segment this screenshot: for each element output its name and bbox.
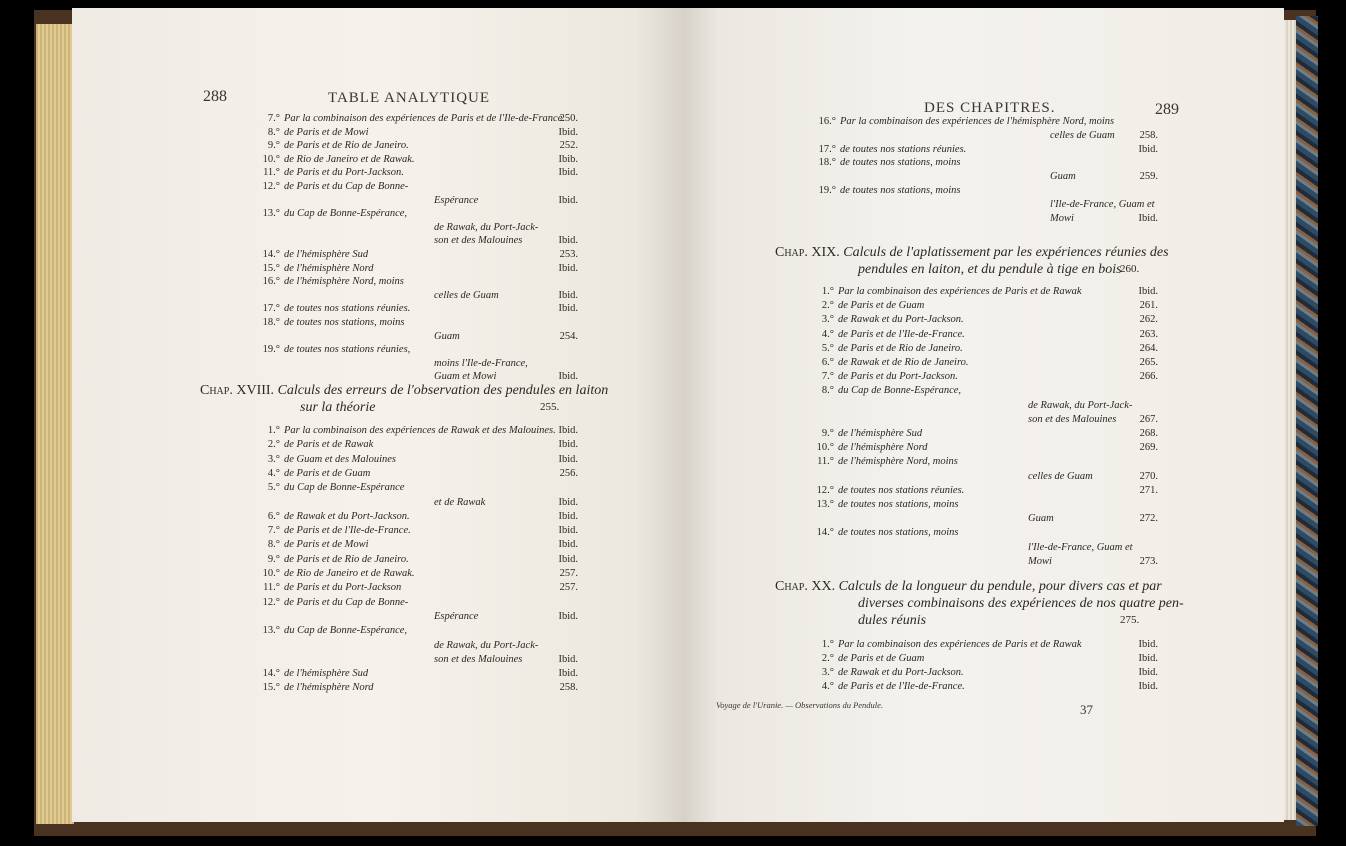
entry-page-ref: 266. (1139, 371, 1158, 383)
toc-entry (256, 639, 538, 652)
entry-text: de toutes nos stations réunies. (840, 143, 967, 155)
entry-text: Par la combinaison des expériences de Paris et de l'Ile-de-France. (284, 113, 565, 124)
entry-page-ref: Ibid. (558, 553, 578, 565)
entry-text: l'Ile-de-France, Guam et (1050, 198, 1155, 210)
entry-text: Guam (434, 330, 460, 342)
chapter-title-line (858, 595, 1184, 612)
chapter-title-line (300, 399, 375, 416)
entry-text: moins l'Ile-de-France, (434, 357, 528, 369)
entry-page-ref: 258. (1139, 129, 1158, 141)
toc-entry (256, 343, 410, 356)
entry-number: 3.° (821, 667, 834, 678)
chapter-title-line (200, 382, 608, 399)
entry-page-ref: Ibid. (558, 235, 578, 247)
chapter-label: Chap. XX. (775, 579, 839, 594)
entry-page-ref: 257. (559, 582, 578, 594)
entry-text: Guam (1028, 513, 1054, 525)
entry-text: Par la combinaison des expériences de l'hémisphère Nord, moins (840, 116, 1115, 127)
entry-number: 12.° (262, 596, 280, 608)
entry-text: son et des Malouines (434, 653, 523, 665)
toc-entry (256, 567, 578, 580)
toc-entry (810, 299, 1158, 312)
entry-page-ref: 264. (1139, 342, 1158, 354)
entry-page-ref: Ibid. (558, 510, 578, 522)
entry-text: de Paris et du Cap de Bonne- (284, 181, 409, 192)
toc-entry (812, 156, 960, 169)
entry-text: Par la combinaison des expériences de Rawak et des Malouines. (284, 425, 556, 436)
entry-text: de l'hémisphère Nord, moins (838, 456, 958, 468)
entry-text: de toutes nos stations, moins (838, 499, 959, 510)
toc-entry (810, 470, 1158, 483)
entry-text: Guam (1050, 171, 1076, 183)
toc-entry (256, 248, 578, 261)
entry-text: Par la combinaison des expériences de Paris et de Rawak (838, 639, 1082, 650)
toc-entry (256, 681, 578, 694)
entry-number: 14.° (262, 668, 280, 680)
toc-entry (810, 427, 1158, 440)
entry-text: de Rawak, du Port-Jack- (1028, 399, 1133, 411)
entry-number: 2.° (821, 653, 834, 664)
chapter-page-ref: 275. (1120, 614, 1140, 626)
entry-number: 6.° (267, 510, 280, 522)
chapter-title-line (858, 612, 926, 629)
entry-page-ref: Ibid. (558, 668, 578, 680)
entry-page-ref: Ibid. (558, 653, 578, 665)
entry-number: 13.° (262, 208, 280, 220)
left-running-head: TABLE ANALYTIQUE (328, 90, 491, 106)
entry-text: de toutes nos stations, moins (284, 317, 405, 328)
entry-page-ref: Ibib. (558, 153, 578, 165)
toc-entry (810, 638, 1158, 651)
toc-entry (810, 512, 1158, 525)
entry-number: 11.° (263, 167, 280, 179)
chapter-label: Chap. XVIII. (200, 383, 278, 398)
entry-number: 17.° (818, 143, 836, 155)
entry-text: de Paris et de Rawak (284, 439, 374, 451)
entry-number: 4.° (267, 467, 280, 479)
entry-text: de Rawak, du Port-Jack- (434, 639, 539, 651)
entry-number: 10.° (262, 153, 280, 165)
entry-text: de Paris et de l'Ile-de-France. (284, 525, 411, 537)
toc-entry (256, 153, 578, 166)
chapter-page-ref: 255. (540, 401, 560, 413)
entry-number: 15.° (262, 262, 280, 274)
entry-number: 9.° (267, 553, 280, 565)
toc-entry (256, 357, 528, 370)
toc-entry (256, 653, 578, 666)
entry-text: de toutes nos stations réunies. (284, 303, 411, 315)
entry-number: 10.° (816, 442, 834, 454)
toc-entry (256, 180, 408, 193)
entry-page-ref: Ibid. (558, 610, 578, 622)
entry-text: de l'hémisphère Sud (284, 249, 369, 260)
entry-number: 18.° (262, 317, 280, 328)
entry-text: de Rawak et du Port-Jackson. (838, 314, 964, 326)
entry-text: de Paris et de Guam (838, 653, 925, 664)
entry-text: l'Ile-de-France, Guam et (1028, 541, 1133, 553)
entry-text: de toutes nos stations, moins (838, 527, 959, 539)
entry-text: de Paris et de Rio de Janeiro. (284, 140, 409, 152)
entry-page-ref: 263. (1139, 328, 1158, 340)
toc-entry (256, 596, 408, 609)
toc-entry (256, 424, 578, 437)
entry-text: de Guam et des Malouines (284, 453, 396, 465)
entry-number: 18.° (818, 157, 836, 169)
toc-entry (256, 624, 407, 637)
entry-number: 7.° (267, 113, 280, 124)
entry-number: 14.° (262, 249, 280, 260)
toc-entry (256, 438, 578, 451)
entry-number: 1.° (821, 639, 834, 650)
marbled-endpaper (1296, 16, 1318, 826)
toc-entry (256, 207, 407, 220)
toc-entry (812, 170, 1158, 183)
entry-page-ref: 252. (559, 140, 578, 152)
entry-text: du Cap de Bonne-Espérance, (838, 385, 962, 397)
toc-entry (810, 484, 1158, 497)
entry-text: de Paris et du Cap de Bonne- (284, 596, 409, 608)
entry-text: de Rawak et du Port-Jackson. (284, 510, 410, 522)
chapter-title-text: Calculs de l'aplatissement par les expériences réunies des (843, 245, 1169, 260)
toc-entry (812, 198, 1155, 211)
toc-entry (812, 184, 960, 197)
toc-entry (812, 129, 1158, 142)
footer-note: Voyage de l'Uranie. — Observations du Pendule. (716, 700, 884, 710)
entry-number: 13.° (262, 625, 280, 637)
entry-text: de Paris et de l'Ile-de-France. (838, 328, 965, 340)
entry-number: 7.° (267, 525, 280, 537)
toc-entry (256, 538, 578, 551)
entry-page-ref: 272. (1139, 513, 1158, 525)
toc-entry (812, 212, 1158, 225)
entry-number: 14.° (816, 527, 834, 539)
toc-entry (256, 524, 578, 537)
chapter-title-text: dules réunis (858, 613, 927, 628)
entry-number: 17.° (262, 303, 280, 315)
chapter-title-line (775, 578, 1162, 595)
entry-page-ref: 258. (559, 682, 578, 694)
entry-number: 9.° (821, 428, 834, 439)
entry-number: 2.° (821, 300, 834, 312)
entry-page-ref: 250. (559, 113, 578, 124)
entry-number: 8.° (821, 385, 834, 397)
entry-text: son et des Malouines (1028, 413, 1117, 425)
toc-entry (256, 510, 578, 523)
right-running-head: DES CHAPITRES. (924, 100, 1056, 116)
entry-text: du Cap de Bonne-Espérance, (284, 208, 408, 220)
toc-entry (256, 581, 578, 594)
entry-number: 3.° (267, 453, 280, 465)
toc-entry (256, 553, 578, 566)
entry-number: 4.° (821, 328, 834, 340)
entry-page-ref: Ibid. (558, 439, 578, 451)
entry-page-ref: 273. (1139, 555, 1158, 567)
entry-number: 10.° (262, 568, 280, 579)
entry-text: Espérance (434, 194, 479, 206)
entry-page-ref: 268. (1139, 428, 1158, 439)
right-page-number: 289 (1155, 101, 1179, 118)
entry-number: 5.° (267, 482, 280, 494)
toc-entry (256, 302, 578, 315)
entry-text: son et des Malouines (434, 235, 523, 247)
entry-text: Mowi (1050, 212, 1074, 224)
entry-text: de Paris et de Guam (838, 300, 925, 312)
entry-text: de Paris et de Mowi (284, 126, 369, 138)
entry-page-ref: Ibid. (558, 539, 578, 551)
toc-entry (256, 481, 404, 494)
entry-text: de Paris et du Port-Jackson. (838, 371, 958, 383)
entry-text: Espérance (434, 610, 479, 622)
entry-page-ref: 267. (1139, 413, 1158, 425)
entry-page-ref: Ibid. (558, 525, 578, 537)
toc-entry (256, 667, 578, 680)
toc-entry (810, 455, 958, 468)
toc-entry (810, 526, 958, 539)
entry-text: de l'hémisphère Sud (838, 428, 923, 439)
toc-entry (256, 610, 578, 623)
toc-entry (810, 342, 1158, 355)
entry-text: du Cap de Bonne-Espérance (284, 482, 405, 494)
entry-number: 16.° (818, 116, 836, 127)
entry-number: 15.° (262, 682, 280, 694)
entry-page-ref: Ibid. (558, 303, 578, 315)
toc-entry (256, 194, 578, 207)
entry-number: 2.° (267, 439, 280, 451)
entry-page-ref: Ibid. (558, 371, 578, 383)
chapter-page-ref: 260. (1120, 263, 1140, 275)
entry-number: 9.° (267, 140, 280, 152)
toc-entry (810, 498, 958, 511)
toc-entry (256, 316, 404, 329)
chapter-title-line (858, 261, 1122, 278)
entry-page-ref: Ibid. (1138, 667, 1158, 678)
entry-page-ref: Ibid. (558, 126, 578, 138)
entry-number: 4.° (821, 681, 834, 692)
entry-page-ref: Ibid. (1138, 639, 1158, 650)
toc-entry (810, 652, 1158, 665)
entry-number: 1.° (267, 425, 280, 436)
entry-text: Mowi (1028, 555, 1052, 567)
entry-number: 16.° (262, 276, 280, 288)
chapter-title-text: Calculs de la longueur du pendule, pour divers cas et par (838, 579, 1162, 594)
entry-text: du Cap de Bonne-Espérance, (284, 625, 408, 637)
toc-entry (256, 112, 578, 125)
entry-number: 12.° (816, 484, 834, 496)
toc-entry (810, 370, 1158, 383)
entry-page-ref: 253. (559, 249, 578, 260)
chapter-title-line (775, 244, 1169, 261)
entry-page-ref: 261. (1139, 300, 1158, 312)
entry-text: de Paris et du Port-Jackson (284, 582, 402, 594)
entry-number: 13.° (816, 499, 834, 510)
toc-entry (810, 680, 1158, 693)
entry-page-ref: Ibid. (558, 167, 578, 179)
chapter-title-text: Calculs des erreurs de l'observation des pendules en laiton (277, 383, 609, 398)
entry-page-ref: Ibid. (558, 453, 578, 465)
entry-text: de toutes nos stations, moins (840, 185, 961, 196)
entry-text: de l'hémisphère Sud (284, 668, 369, 680)
toc-entry (810, 555, 1158, 568)
entry-number: 3.° (821, 314, 834, 326)
entry-number: 5.° (821, 342, 834, 354)
entry-text: de l'hémisphère Nord (284, 262, 374, 274)
entry-page-ref: Ibid. (558, 194, 578, 206)
entry-text: de toutes nos stations, moins (840, 157, 961, 169)
entry-text: de Rawak et du Port-Jackson. (838, 667, 964, 678)
entry-text: de toutes nos stations réunies. (838, 484, 965, 496)
toc-entry (256, 467, 578, 480)
entry-page-ref: Ibid. (558, 425, 578, 436)
entry-text: de Rawak et de Rio de Janeiro. (838, 357, 969, 368)
toc-entry (810, 413, 1158, 426)
entry-page-ref: Ibid. (1138, 286, 1158, 297)
toc-entry (810, 356, 1158, 369)
entry-text: de Rio de Janeiro et de Rawak. (284, 568, 415, 579)
entry-text: de Paris et de Rio de Janeiro. (284, 553, 409, 565)
chapter-title-text: pendules en laiton, et du pendule à tige en bois (858, 262, 1122, 277)
chapter-title-text: sur la théorie (300, 400, 376, 415)
entry-number: 19.° (262, 344, 280, 356)
toc-entry (810, 384, 961, 397)
toc-entry (256, 221, 538, 234)
entry-page-ref: Ibid. (1138, 212, 1158, 224)
toc-entry (256, 289, 578, 302)
entry-number: 11.° (263, 582, 280, 594)
entry-page-ref: Ibid. (1138, 143, 1158, 155)
entry-text: de Paris et de l'Ile-de-France. (838, 681, 965, 692)
entry-page-ref: 257. (559, 568, 578, 579)
toc-entry (256, 262, 578, 275)
entry-text: celles de Guam (1028, 470, 1093, 482)
entry-number: 8.° (267, 539, 280, 551)
entry-page-ref: 259. (1139, 171, 1158, 183)
entry-text: de l'hémisphère Nord (838, 442, 928, 454)
toc-entry (810, 541, 1133, 554)
entry-number: 11.° (817, 456, 834, 468)
entry-text: celles de Guam (1050, 129, 1115, 141)
entry-text: et de Rawak (434, 496, 486, 508)
entry-text: Par la combinaison des expériences de Paris et de Rawak (838, 286, 1082, 297)
entry-page-ref: 269. (1139, 442, 1158, 454)
entry-text: de l'hémisphère Nord, moins (284, 276, 404, 288)
toc-entry (256, 126, 578, 139)
left-page-number: 288 (203, 88, 227, 105)
entry-text: de Paris et de Mowi (284, 539, 369, 551)
entry-page-ref: 270. (1139, 470, 1158, 482)
entry-page-ref: Ibid. (1138, 681, 1158, 692)
entry-page-ref: 256. (559, 467, 578, 479)
toc-entry (256, 496, 578, 509)
entry-text: de Paris et de Guam (284, 467, 371, 479)
toc-entry (256, 139, 578, 152)
entry-page-ref: 265. (1139, 357, 1158, 368)
entry-page-ref: Ibid. (558, 496, 578, 508)
entry-number: 12.° (262, 181, 280, 192)
toc-entry (256, 330, 578, 343)
entry-text: celles de Guam (434, 289, 499, 301)
entry-page-ref: Ibid. (558, 262, 578, 274)
entry-text: Guam et Mowi (434, 371, 497, 383)
toc-entry (256, 234, 578, 247)
toc-entry (812, 115, 1114, 128)
toc-entry (256, 453, 578, 466)
entry-text: de Paris et du Port-Jackson. (284, 167, 404, 179)
toc-entry (810, 666, 1158, 679)
toc-entry (810, 328, 1158, 341)
entry-page-ref: Ibid. (558, 289, 578, 301)
entry-page-ref: 254. (559, 330, 578, 342)
toc-entry (810, 399, 1132, 412)
signature-mark: 37 (1080, 702, 1093, 717)
toc-entry (256, 275, 404, 288)
toc-entry (810, 313, 1158, 326)
entry-page-ref: 262. (1139, 314, 1158, 326)
entry-text: de Paris et de Rio de Janeiro. (838, 342, 963, 354)
toc-entry (810, 441, 1158, 454)
entry-number: 8.° (267, 126, 280, 138)
entry-number: 7.° (821, 371, 834, 383)
entry-page-ref: Ibid. (1138, 653, 1158, 664)
entry-text: de Rio de Janeiro et de Rawak. (284, 153, 415, 165)
left-page (72, 8, 684, 822)
page-edges-left (36, 24, 74, 824)
entry-text: de toutes nos stations réunies, (284, 344, 411, 356)
toc-entry (812, 143, 1158, 156)
chapter-label: Chap. XIX. (775, 245, 844, 260)
entry-number: 1.° (821, 286, 834, 297)
entry-text: de Rawak, du Port-Jack- (434, 221, 539, 233)
entry-page-ref: 271. (1139, 484, 1158, 496)
toc-entry (256, 166, 578, 179)
entry-number: 6.° (821, 357, 834, 368)
toc-entry (810, 285, 1158, 298)
entry-number: 19.° (818, 185, 836, 196)
entry-text: de l'hémisphère Nord (284, 682, 374, 694)
chapter-title-text: diverses combinaisons des expériences de nos quatre pen- (858, 596, 1184, 611)
